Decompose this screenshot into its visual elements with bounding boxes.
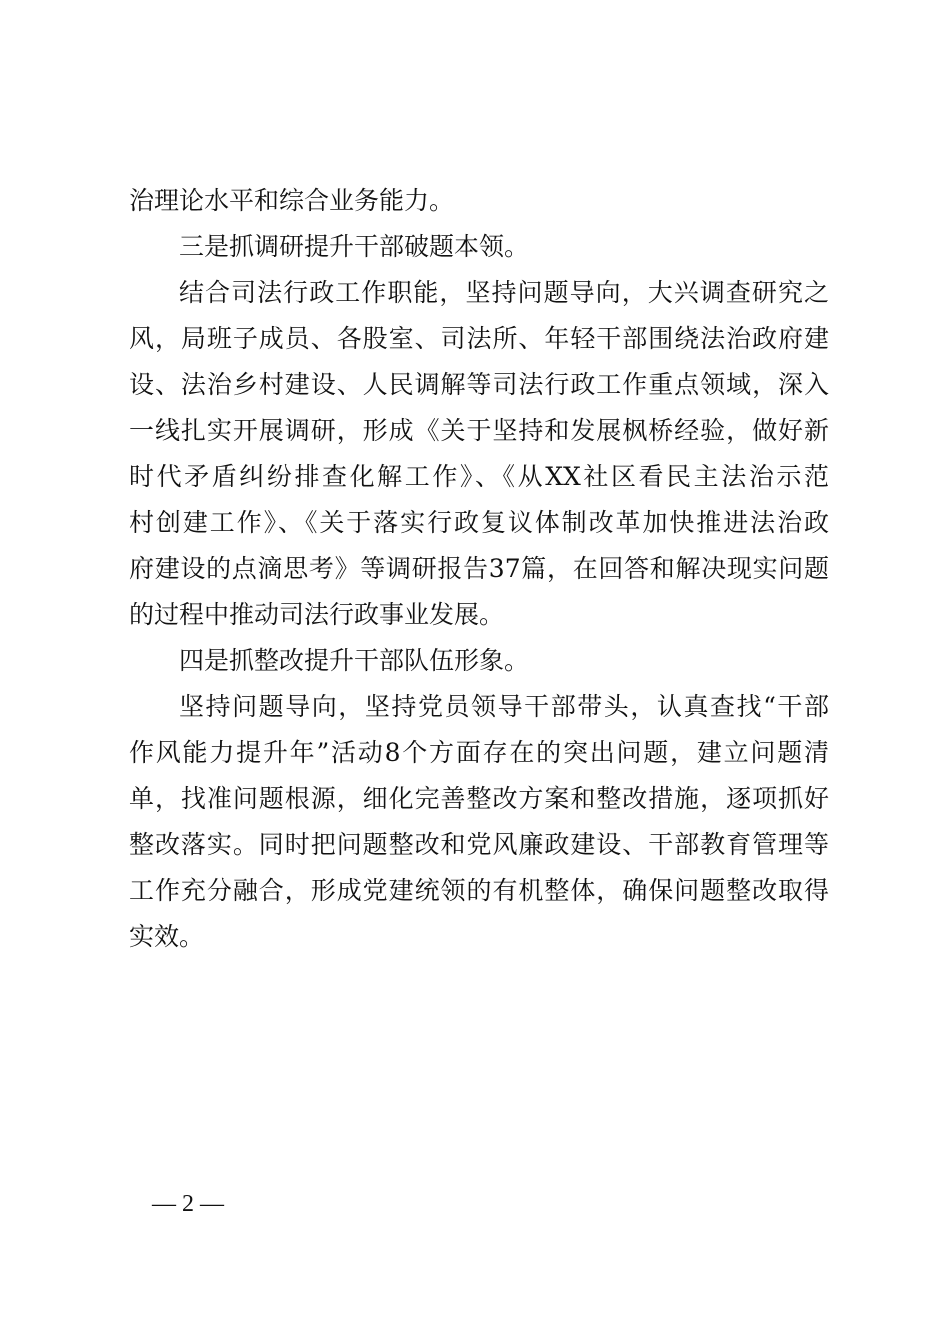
document-body xyxy=(129,178,829,960)
text-line: 一线扎实开展调研，形成《关于坚持和发展枫桥经验，做好新 xyxy=(129,416,829,445)
text-line: 作风能力提升年”活动8个方面存在的突出问题，建立问题清 xyxy=(129,738,829,767)
text-line: 设、法治乡村建设、人民调解等司法行政工作重点领域，深入 xyxy=(129,370,829,399)
section-heading: 三是抓调研提升干部破题本领。 xyxy=(179,232,530,261)
text-line: 治理论水平和综合业务能力。 xyxy=(129,186,455,215)
section-heading: 四是抓整改提升干部队伍形象。 xyxy=(179,646,530,675)
text-line: 的过程中推动司法行政事业发展。 xyxy=(129,600,505,629)
text-line: 时代矛盾纠纷排查化解工作》、《从XX社区看民主法治示范 xyxy=(129,462,829,491)
text-line: 坚持问题导向，坚持党员领导干部带头，认真查找“干部 xyxy=(179,692,829,721)
text-line: 风，局班子成员、各股室、司法所、年轻干部围绕法治政府建 xyxy=(129,324,829,353)
text-line: 实效。 xyxy=(129,922,205,951)
text-line: 府建设的点滴思考》等调研报告37篇，在回答和解决现实问题 xyxy=(129,554,829,583)
text-line: 单，找准问题根源，细化完善整改方案和整改措施，逐项抓好 xyxy=(129,784,829,813)
page-number: — 2 — xyxy=(152,1191,224,1217)
text-line: 村创建工作》、《关于落实行政复议体制改革加快推进法治政 xyxy=(129,508,829,537)
text-line: 结合司法行政工作职能，坚持问题导向，大兴调查研究之 xyxy=(179,278,829,307)
text-line: 整改落实。同时把问题整改和党风廉政建设、干部教育管理等 xyxy=(129,830,829,859)
text-line: 工作充分融合，形成党建统领的有机整体，确保问题整改取得 xyxy=(129,876,829,905)
